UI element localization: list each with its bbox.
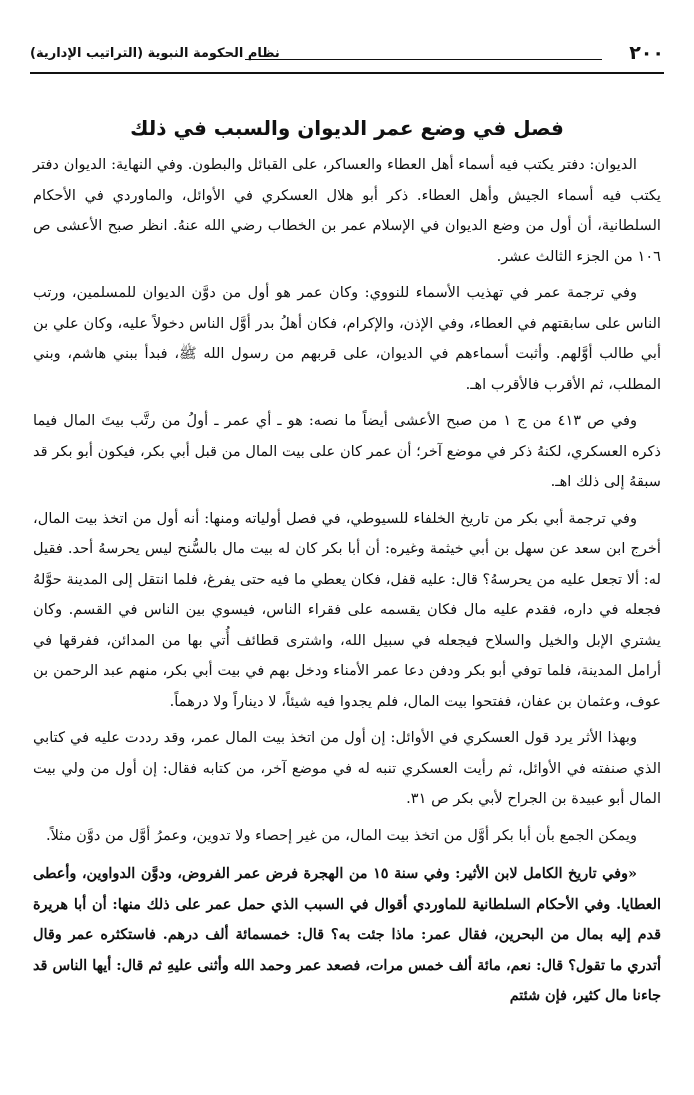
body-text xyxy=(33,150,661,1018)
page-header xyxy=(30,38,664,74)
page-number: ٢٠٠ xyxy=(629,42,664,64)
paragraph-askari: وبهذا الأثر يرد قول العسكري في الأوائل: إن أول من اتخذ بيت المال عمر، وقد رددت عليه في كتابي الذي صنفته في الأوائل، ثم رأيت العسكري تنبه له في موضع آخر، من كتابه فقال: إن أول من ولي بيت المال أبو عبيدة بن الجراح لأبي بكر ص ٣١. xyxy=(33,729,661,807)
paragraph-ibn-al-athir: «وفي تاريخ الكامل لابن الأثير: وفي سنة ١٥ من الهجرة فرض عمر الفروض، ودوَّن الدواوين، وأعطى العطايا. وفي الأحكام السلطانية للماوردي أقوال في السبب الذي حمل عمر على ذلك منها: أن أبا هريرة قدم إليه بمال من البحرين، فقال عمر: ماذا جئت به؟ قال: خمسمائة ألف درهم. فاستكثره عمر وقال أتدري ما تقول؟ قال: نعم، مائة ألف خمس مرات، فصعد عمر وحمد الله وأثنى عليهِ ثم قال: أيها الناس قد جاءنا مال كثير، فإن شئتم xyxy=(33,865,661,1004)
paragraph-reconciliation: ويمكن الجمع بأن أبا بكر أوَّل من اتخذ بيت المال، من غير إحصاء ولا تدوين، وعمرُ أوَّل من دوَّن مثلاً. xyxy=(45,826,637,844)
paragraph-suyuti: وفي ترجمة أبي بكر من تاريخ الخلفاء للسيوطي، في فصل أولياته ومنها: أنه أول من اتخذ بيت المال، أخرج ابن سعد عن سهل بن أبي خيثمة وغيره: أن أبا بكر كان له بيت مال بالسُّنح ليس يحرسهُ أحد. فقيل له: ألا تجعل عليه من يحرسهُ؟ قال: عليه قفل، فكان يعطي ما فيه حتى يفرغ، فلما انتقل إلى المدينة حوَّلهُ فجعله في داره، فقدم عليه مال فكان يقسمه على فقراء الناس، فيسوي بين الناس في القسم. وكان يشتري الإبل والخيل والسلاح فيجعله في سبيل الله، واشترى قطائف أُتي بها من المدائن، ففرقها في أرامل المدينة، فلما توفي أبو بكر ودفن دعا عمر الأمناء ودخل بهم في بيت أبي بكر، منهم عبد الرحمن بن عوف، وعثمان بن عفان، ففتحوا بيت المال، فلم يجدوا فيه شيئاً، لا ديناراً ولا درهماً. xyxy=(33,509,661,710)
paragraph-nawawi: وفي ترجمة عمر في تهذيب الأسماء للنووي: وكان عمر هو أول من دوَّن الديوان للمسلمين، ورتب الناس على سابقتهم في العطاء، وفي الإذن، والإكرام، فكان أهلُ بدر أوَّل الناس دخولاً عليه، وكان علي بن أبي طالب أوَّلهم. وأثبت أسماءهم في الديوان، على قربهم من رسول الله ﷺ، فبدأ ببني هاشم، وبني المطلب، ثم الأقرب فالأقرب اهـ. xyxy=(33,284,661,393)
paragraph-subh-al-asha: وفي ص ٤١٣ من ج ١ من صبح الأعشى أيضاً ما نصه: هو ـ أي عمر ـ أولُ من رتَّب بيتَ المال فيما ذكره العسكري، لكنهُ ذكر في موضع آخر؛ أن عمر كان على بيت المال من قبل أبي بكر، فيكون أبو بكر قد سبقهُ إلى ذلك اهـ. xyxy=(33,412,661,490)
paragraph-diwan-definition: الديوان: دفتر يكتب فيه أسماء أهل العطاء والعساكر، على القبائل والبطون. وفي النهاية: الديوان دفتر يكتب فيه أسماء الجيش وأهل العطاء. ذكر أبو هلال العسكري في الأوائل، والماوردي في الأحكام السلطانية، أن أول من وضع الديوان في الإسلام عمر بن الخطاب رضي الله عنهُ. انظر صبح الأعشى ص ١٠٦ من الجزء الثالث عشر. xyxy=(33,156,661,265)
section-title: فصل في وضع عمر الديوان والسبب في ذلك xyxy=(130,116,564,140)
header-divider-line xyxy=(245,59,602,60)
running-title: نظام الحكومة النبوية (التراتيب الإدارية) xyxy=(30,46,280,61)
